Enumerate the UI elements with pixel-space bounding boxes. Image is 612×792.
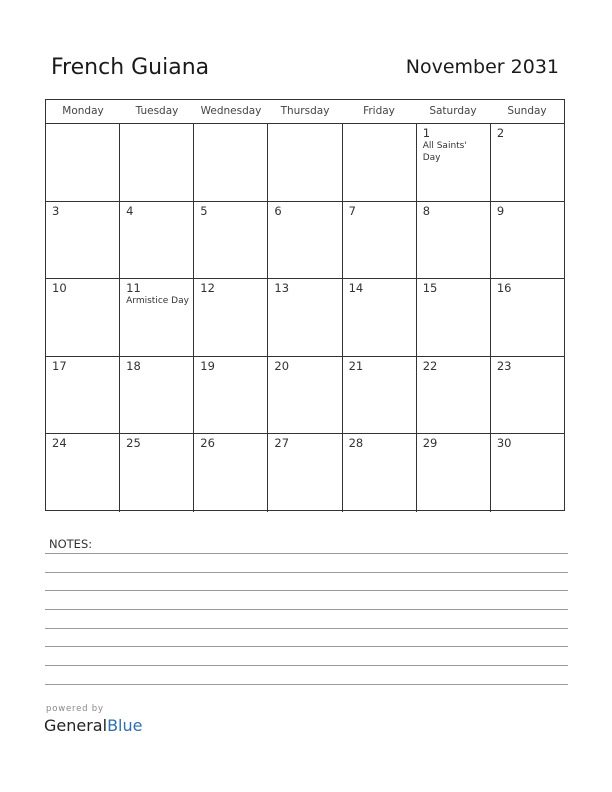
brand-logo	[44, 716, 142, 735]
weekday-monday: Monday	[62, 105, 104, 117]
day-cell	[417, 279, 491, 356]
day-number: 29	[422, 436, 438, 451]
day-cell	[268, 434, 342, 512]
week-row	[46, 357, 564, 435]
notes-line	[45, 628, 568, 629]
day-number: 1	[422, 126, 431, 140]
day-cell	[268, 357, 342, 434]
holiday-label: All Saints' Day	[422, 141, 467, 163]
day-number: 21	[348, 358, 364, 373]
day-cell	[46, 357, 120, 434]
day-number: 26	[200, 436, 215, 451]
day-number: 13	[274, 281, 290, 296]
weekday-header-row	[46, 100, 564, 124]
day-cell	[120, 357, 194, 434]
day-number: 3	[52, 203, 60, 218]
day-number: 14	[348, 281, 364, 296]
day-cell	[194, 124, 268, 201]
month-year-title: November 2031	[405, 56, 559, 78]
day-number: 24	[52, 436, 67, 451]
day-number: 23	[496, 358, 512, 373]
notes-line	[45, 590, 568, 591]
weekday-saturday: Saturday	[429, 105, 477, 117]
day-number: 15	[422, 281, 438, 296]
day-cell	[491, 124, 564, 201]
day-cell	[268, 279, 342, 356]
notes-line	[45, 646, 568, 647]
day-cell	[343, 279, 417, 356]
weekday-wednesday: Wednesday	[200, 105, 262, 117]
day-cell	[46, 434, 120, 512]
day-number: 12	[200, 281, 215, 296]
day-cell	[120, 279, 194, 356]
calendar-grid	[45, 99, 565, 511]
day-cell	[120, 124, 194, 201]
brand-blue-text: Blue	[107, 716, 143, 735]
notes-line	[45, 684, 568, 685]
brand-general-text: General	[44, 716, 108, 735]
day-number: 30	[496, 436, 512, 451]
notes-line	[45, 665, 568, 666]
day-number: 19	[200, 358, 215, 373]
week-row	[46, 202, 564, 280]
notes-label: NOTES:	[49, 537, 93, 551]
day-cell	[491, 357, 564, 434]
day-cell	[417, 357, 491, 434]
day-cell	[120, 202, 194, 279]
day-cell	[417, 434, 491, 512]
notes-line	[45, 609, 568, 610]
week-row	[46, 124, 564, 202]
day-cell	[268, 124, 342, 201]
day-cell	[417, 124, 491, 201]
day-cell	[194, 357, 268, 434]
day-number: 8	[422, 203, 431, 218]
notes-line	[45, 553, 568, 554]
day-number: 22	[422, 358, 438, 373]
weekday-sunday: Sunday	[507, 105, 547, 117]
weekday-thursday: Thursday	[280, 105, 330, 117]
day-number: 11	[126, 281, 141, 296]
day-cell	[194, 279, 268, 356]
day-cell	[120, 434, 194, 512]
weekday-tuesday: Tuesday	[135, 105, 179, 117]
day-cell	[343, 202, 417, 279]
day-number: 20	[274, 358, 290, 373]
day-number: 10	[52, 281, 67, 296]
holiday-label: Armistice Day	[126, 296, 189, 307]
day-cell	[417, 202, 491, 279]
day-cell	[491, 202, 564, 279]
day-number: 5	[200, 203, 208, 218]
week-row	[46, 279, 564, 357]
country-title: French Guiana	[51, 55, 210, 80]
day-number: 9	[496, 203, 505, 218]
day-number: 4	[126, 203, 134, 218]
day-number: 17	[52, 358, 67, 373]
day-cell	[343, 357, 417, 434]
day-cell	[343, 434, 417, 512]
day-cell	[194, 434, 268, 512]
day-number: 28	[348, 436, 364, 451]
day-cell	[46, 279, 120, 356]
day-number: 6	[274, 203, 282, 218]
day-cell	[194, 202, 268, 279]
day-number: 7	[348, 203, 356, 218]
day-number: 16	[496, 281, 512, 296]
day-cell	[268, 202, 342, 279]
notes-line	[45, 572, 568, 573]
day-cell	[46, 124, 120, 201]
day-cell	[343, 124, 417, 201]
day-cell	[46, 202, 120, 279]
powered-by-text: powered by	[46, 704, 104, 714]
day-number: 2	[496, 126, 505, 140]
week-row	[46, 434, 564, 512]
day-cell	[491, 279, 564, 356]
weekday-friday: Friday	[363, 105, 395, 117]
day-number: 18	[126, 358, 141, 373]
day-cell	[491, 434, 564, 512]
day-number: 27	[274, 436, 290, 451]
day-number: 25	[126, 436, 141, 451]
